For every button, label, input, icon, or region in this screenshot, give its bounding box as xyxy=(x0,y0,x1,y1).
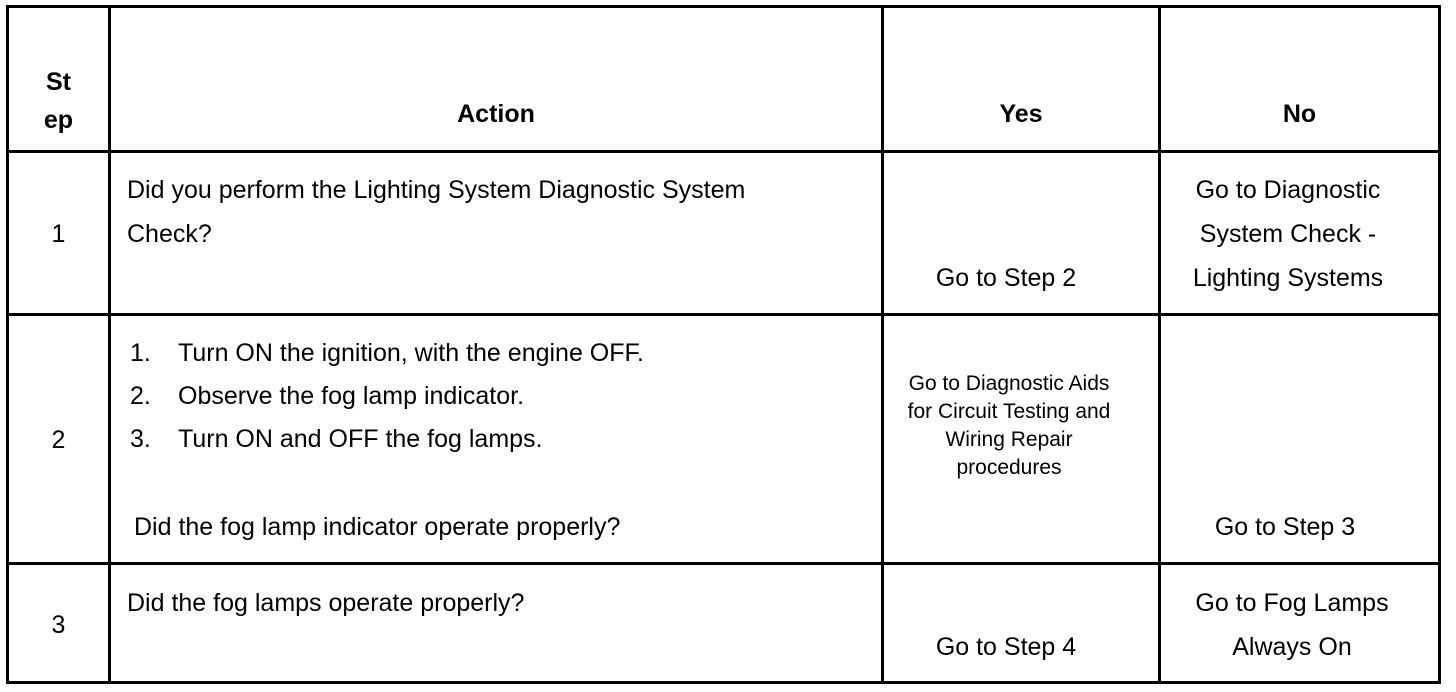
yes-text: Go to Diagnostic Aids for Circuit Testing and Wiring Repair procedures xyxy=(907,372,1111,479)
action-step-list xyxy=(130,332,870,461)
step-number: 3 xyxy=(51,611,66,639)
no-text: Go to Step 3 xyxy=(1214,513,1356,541)
header-step: St ep xyxy=(43,68,74,134)
step-list-number: 2. xyxy=(130,382,151,410)
header-yes: Yes xyxy=(999,100,1043,128)
step-list-number: 3. xyxy=(130,425,151,453)
table-border-bottom xyxy=(6,681,1441,684)
action-text: Did you perform the Lighting System Diagnostic System Check? xyxy=(127,176,746,248)
list-item xyxy=(130,375,870,418)
row-divider xyxy=(6,313,1441,316)
diagnostic-table xyxy=(6,5,1441,684)
header-divider xyxy=(6,150,1441,153)
table-border-top xyxy=(6,5,1441,8)
step-number: 1 xyxy=(51,220,66,248)
yes-text: Go to Step 2 xyxy=(935,264,1077,292)
row-divider xyxy=(6,562,1441,565)
no-text: Go to Fog Lamps Always On xyxy=(1195,589,1389,661)
list-item xyxy=(130,418,870,461)
step-list-text: Turn ON the ignition, with the engine OFF. xyxy=(178,339,644,367)
header-no: No xyxy=(1282,100,1317,128)
step-list-text: Turn ON and OFF the fog lamps. xyxy=(178,425,543,453)
yes-text: Go to Step 4 xyxy=(935,633,1077,661)
step-list-number: 1. xyxy=(130,339,151,367)
action-steps xyxy=(130,332,870,461)
action-text: Did the fog lamps operate properly? xyxy=(127,589,525,617)
action-question: Did the fog lamp indicator operate properly? xyxy=(134,513,621,541)
table-border-right xyxy=(1438,5,1441,684)
step-number: 2 xyxy=(51,426,66,454)
no-text: Go to Diagnostic System Check - Lighting Systems xyxy=(1192,176,1384,292)
step-list-text: Observe the fog lamp indicator. xyxy=(178,382,525,410)
header-action: Action xyxy=(457,100,535,128)
list-item xyxy=(130,332,870,375)
